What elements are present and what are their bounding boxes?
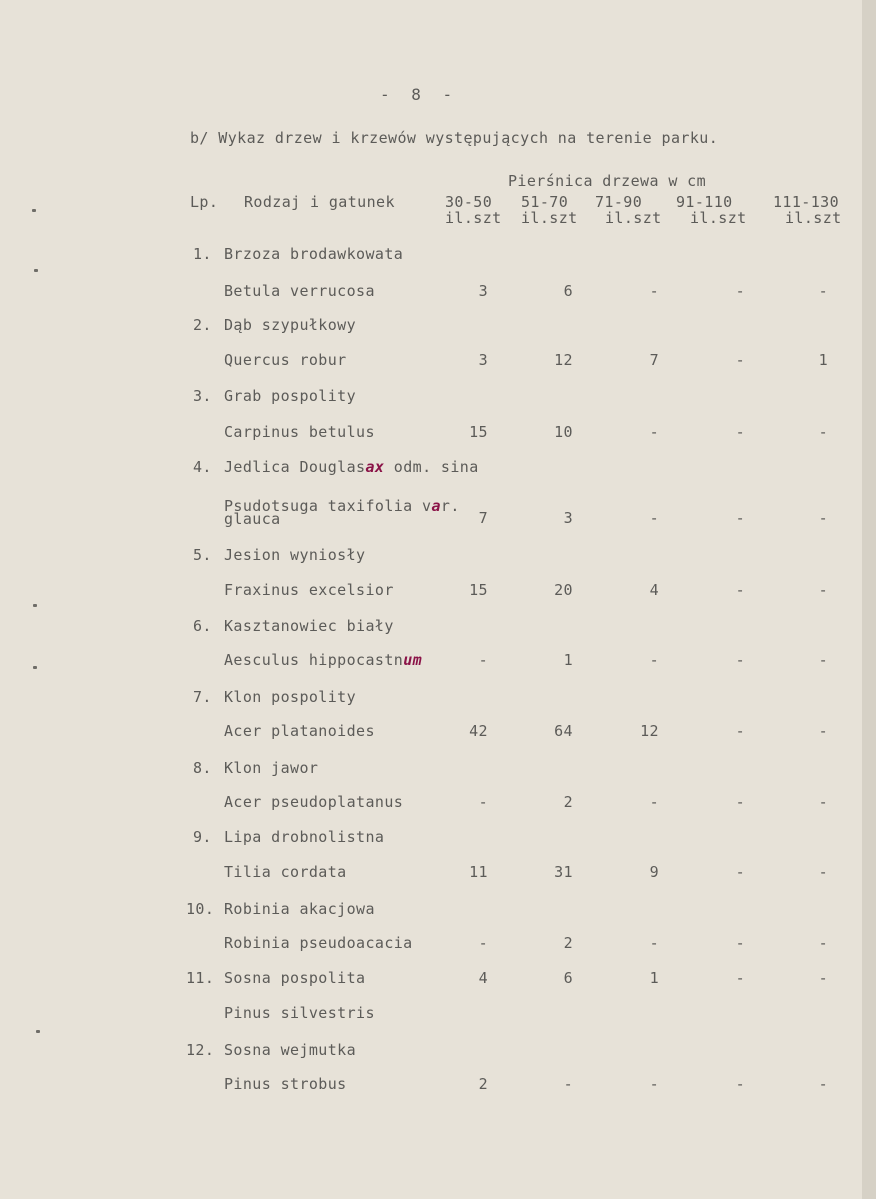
header-range-3: 71-90 [595,193,643,211]
value-cell: 1 [818,351,828,369]
value-cell: - [818,863,828,881]
value-cell: 20 [554,581,573,599]
value-cell: - [818,423,828,441]
value-cell: 3 [478,282,488,300]
value-cell: 11 [469,863,488,881]
polish-name: Grab pospolity [224,387,357,405]
latin-name: Quercus robur [224,351,347,369]
value-cell: 4 [649,581,659,599]
row-number: 5. [193,546,212,564]
value-cell: 12 [640,722,659,740]
value-cell: - [735,863,745,881]
value-cell: 31 [554,863,573,881]
value-cell: - [478,934,488,952]
header-unit-4: il.szt [690,209,747,227]
latin-name: Pinus silvestris [224,1004,375,1022]
header-unit-1: il.szt [445,209,502,227]
value-cell: - [735,934,745,952]
value-cell: 3 [478,351,488,369]
value-cell: - [649,423,659,441]
polish-name: Robinia akacjowa [224,900,375,918]
value-cell: - [818,969,828,987]
value-cell: - [478,651,488,669]
polish-name: Sosna pospolita [224,969,366,987]
value-cell: - [818,722,828,740]
latin-name: Acer pseudoplatanus [224,793,404,811]
value-cell: 2 [478,1075,488,1093]
value-cell: 6 [563,969,573,987]
value-cell: 2 [563,793,573,811]
value-cell: - [735,722,745,740]
value-cell: 9 [649,863,659,881]
value-cell: - [818,651,828,669]
value-cell: - [478,793,488,811]
polish-name-part: Jedlica Douglas [224,458,366,476]
latin-name-part: Psudotsuga taxifolia v [224,497,432,515]
value-cell: - [735,509,745,527]
value-cell: 64 [554,722,573,740]
value-cell: - [563,1075,573,1093]
value-cell: - [649,509,659,527]
value-cell: - [818,509,828,527]
page-edge [862,0,876,1199]
value-cell: 2 [563,934,573,952]
polish-name: Kasztanowiec biały [224,617,394,635]
value-cell: 10 [554,423,573,441]
binder-mark [33,666,37,669]
handwritten-correction: um [403,651,423,669]
header-unit-3: il.szt [605,209,662,227]
binder-mark [36,1030,40,1033]
handwritten-correction: a [431,497,441,515]
value-cell: - [818,1075,828,1093]
polish-name-part: odm. sina [384,458,479,476]
value-cell: - [735,351,745,369]
value-cell: 12 [554,351,573,369]
header-range-2: 51-70 [521,193,569,211]
latin-name: Carpinus betulus [224,423,375,441]
value-cell: 6 [563,282,573,300]
row-number: 4. [193,458,212,476]
value-cell: - [818,581,828,599]
polish-name: Klon pospolity [224,688,357,706]
header-unit-5: il.szt [785,209,842,227]
value-cell: 42 [469,722,488,740]
row-number: 10. [186,900,215,918]
binder-mark [33,604,37,607]
binder-mark [32,209,36,212]
latin-name: Robinia pseudoacacia [224,934,413,952]
section-heading: b/ Wykaz drzew i krzewów występujących na terenie parku. [190,129,719,147]
handwritten-correction: ax [365,458,385,476]
header-species: Rodzaj i gatunek [244,193,395,211]
polish-name: Sosna wejmutka [224,1041,357,1059]
latin-name [224,652,422,669]
polish-name: Jesion wyniosły [224,546,366,564]
value-cell: 15 [469,423,488,441]
value-cell: - [818,934,828,952]
latin-name: Betula verrucosa [224,282,375,300]
polish-name [224,459,479,476]
value-cell: 3 [563,509,573,527]
row-number: 1. [193,245,212,263]
value-cell: 7 [478,509,488,527]
value-cell: - [735,1075,745,1093]
row-number: 7. [193,688,212,706]
row-number: 12. [186,1041,215,1059]
header-unit-2: il.szt [521,209,578,227]
value-cell: 1 [649,969,659,987]
value-cell: - [735,282,745,300]
value-cell: - [735,581,745,599]
header-lp: Lp. [190,193,219,211]
latin-name-part: Aesculus hippocastn [224,651,404,669]
latin-name-part: r. [440,497,460,515]
value-cell: 4 [478,969,488,987]
polish-name: Lipa drobnolistna [224,828,385,846]
value-cell: 7 [649,351,659,369]
value-cell: - [649,793,659,811]
polish-name: Dąb szypułkowy [224,316,357,334]
row-number: 2. [193,316,212,334]
row-number: 8. [193,759,212,777]
value-cell: - [735,969,745,987]
page-number: - 8 - [380,85,459,104]
binder-mark [34,269,38,272]
value-cell: - [649,282,659,300]
value-cell: - [649,1075,659,1093]
header-range-1: 30-50 [445,193,493,211]
header-range-4: 91-110 [676,193,733,211]
value-cell: 1 [563,651,573,669]
value-cell: - [649,934,659,952]
row-number: 6. [193,617,212,635]
value-cell: - [735,651,745,669]
latin-name-continued: glauca [224,510,281,528]
header-range-5: 111-130 [773,193,840,211]
polish-name: Brzoza brodawkowata [224,245,404,263]
latin-name: Tilia cordata [224,863,347,881]
latin-name: Pinus strobus [224,1075,347,1093]
row-number: 11. [186,969,215,987]
polish-name: Klon jawor [224,759,319,777]
column-group-header: Pierśnica drzewa w cm [508,172,707,190]
value-cell: - [818,282,828,300]
row-number: 3. [193,387,212,405]
value-cell: - [735,423,745,441]
value-cell: - [818,793,828,811]
row-number: 9. [193,828,212,846]
value-cell: 15 [469,581,488,599]
value-cell: - [735,793,745,811]
latin-name: Fraxinus excelsior [224,581,394,599]
latin-name: Acer platanoides [224,722,375,740]
value-cell: - [649,651,659,669]
